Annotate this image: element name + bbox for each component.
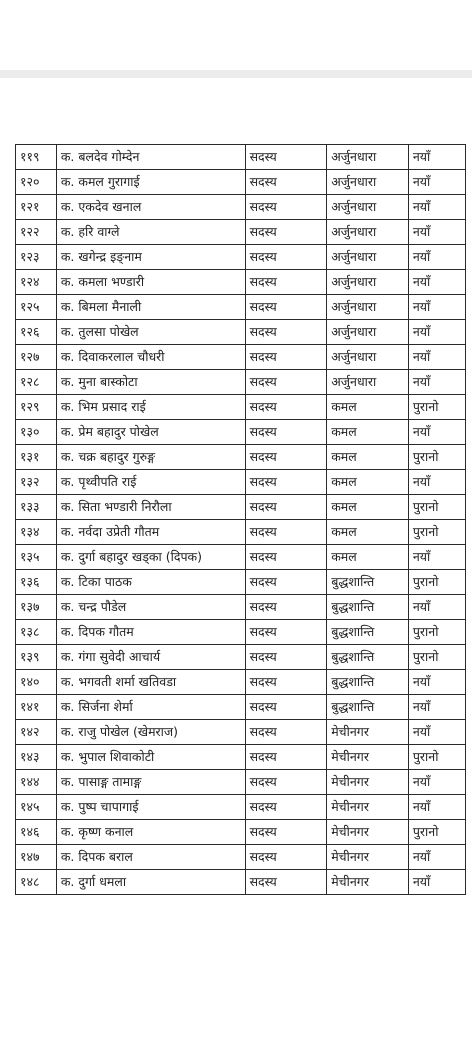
status-cell: नयाँ — [408, 195, 465, 220]
status-cell: नयाँ — [408, 595, 465, 620]
member-name-cell: क. सिता भण्डारी निरौला — [56, 495, 245, 520]
member-name-cell: क. गंगा सुवेदी आचार्य — [56, 645, 245, 670]
role-cell: सदस्य — [245, 170, 327, 195]
table-row — [16, 495, 466, 520]
serial-number-cell: १४० — [16, 670, 57, 695]
serial-number-cell: १३९ — [16, 645, 57, 670]
table-row — [16, 770, 466, 795]
member-name-cell: क. दुर्गा धमला — [56, 870, 245, 895]
table-row — [16, 670, 466, 695]
committee-cell: कमल — [327, 445, 409, 470]
status-cell: नयाँ — [408, 720, 465, 745]
member-name-cell: क. खगेन्द्र इङ्नाम — [56, 245, 245, 270]
committee-cell: अर्जुनधारा — [327, 320, 409, 345]
role-cell: सदस्य — [245, 670, 327, 695]
committee-cell: अर्जुनधारा — [327, 345, 409, 370]
role-cell: सदस्य — [245, 295, 327, 320]
serial-number-cell: १३२ — [16, 470, 57, 495]
table-row — [16, 845, 466, 870]
member-name-cell: क. भगवती शर्मा खतिवडा — [56, 670, 245, 695]
role-cell: सदस्य — [245, 495, 327, 520]
table-row — [16, 295, 466, 320]
table-row — [16, 720, 466, 745]
table-row — [16, 795, 466, 820]
member-table-body — [16, 145, 466, 895]
status-cell: पुरानो — [408, 520, 465, 545]
status-cell: पुरानो — [408, 395, 465, 420]
table-row — [16, 695, 466, 720]
status-cell: नयाँ — [408, 545, 465, 570]
table-row — [16, 145, 466, 170]
table-row — [16, 595, 466, 620]
status-cell: नयाँ — [408, 770, 465, 795]
table-row — [16, 270, 466, 295]
member-name-cell: क. कमला भण्डारी — [56, 270, 245, 295]
committee-cell: बुद्धशान्ति — [327, 620, 409, 645]
member-name-cell: क. टिका पाठक — [56, 570, 245, 595]
status-cell: नयाँ — [408, 245, 465, 270]
member-name-cell: क. बिमला मैनाली — [56, 295, 245, 320]
serial-number-cell: १२० — [16, 170, 57, 195]
member-name-cell: क. भिम प्रसाद राई — [56, 395, 245, 420]
committee-cell: कमल — [327, 420, 409, 445]
role-cell: सदस्य — [245, 145, 327, 170]
table-row — [16, 370, 466, 395]
role-cell: सदस्य — [245, 645, 327, 670]
committee-cell: मेचीनगर — [327, 720, 409, 745]
table-row — [16, 645, 466, 670]
member-name-cell: क. चन्द्र पौडेल — [56, 595, 245, 620]
serial-number-cell: १४२ — [16, 720, 57, 745]
serial-number-cell: १३५ — [16, 545, 57, 570]
top-band — [0, 70, 472, 78]
status-cell: पुरानो — [408, 620, 465, 645]
committee-cell: मेचीनगर — [327, 770, 409, 795]
role-cell: सदस्य — [245, 370, 327, 395]
member-name-cell: क. पृथ्वीपति राई — [56, 470, 245, 495]
status-cell: पुरानो — [408, 745, 465, 770]
committee-cell: मेचीनगर — [327, 745, 409, 770]
serial-number-cell: १२२ — [16, 220, 57, 245]
role-cell: सदस्य — [245, 595, 327, 620]
member-name-cell: क. बलदेव गोम्देन — [56, 145, 245, 170]
member-name-cell: क. भुपाल शिवाकोटी — [56, 745, 245, 770]
committee-cell: मेचीनगर — [327, 820, 409, 845]
member-name-cell: क. हरि वाग्ले — [56, 220, 245, 245]
committee-cell: अर्जुनधारा — [327, 195, 409, 220]
table-row — [16, 420, 466, 445]
member-name-cell: क. सिर्जना शेर्मा — [56, 695, 245, 720]
role-cell: सदस्य — [245, 445, 327, 470]
serial-number-cell: १२९ — [16, 395, 57, 420]
status-cell: नयाँ — [408, 270, 465, 295]
status-cell: नयाँ — [408, 370, 465, 395]
role-cell: सदस्य — [245, 745, 327, 770]
table-row — [16, 320, 466, 345]
status-cell: नयाँ — [408, 795, 465, 820]
serial-number-cell: १२८ — [16, 370, 57, 395]
committee-cell: बुद्धशान्ति — [327, 670, 409, 695]
serial-number-cell: ११९ — [16, 145, 57, 170]
serial-number-cell: १४७ — [16, 845, 57, 870]
table-row — [16, 870, 466, 895]
serial-number-cell: १३४ — [16, 520, 57, 545]
committee-cell: कमल — [327, 495, 409, 520]
status-cell: नयाँ — [408, 670, 465, 695]
serial-number-cell: १२४ — [16, 270, 57, 295]
committee-cell: अर्जुनधारा — [327, 270, 409, 295]
status-cell: नयाँ — [408, 420, 465, 445]
role-cell: सदस्य — [245, 570, 327, 595]
status-cell: पुरानो — [408, 495, 465, 520]
table-row — [16, 245, 466, 270]
role-cell: सदस्य — [245, 795, 327, 820]
serial-number-cell: १४४ — [16, 770, 57, 795]
committee-cell: अर्जुनधारा — [327, 220, 409, 245]
member-name-cell: क. प्रेम बहादुर पोखेल — [56, 420, 245, 445]
serial-number-cell: १४३ — [16, 745, 57, 770]
member-name-cell: क. कृष्ण कनाल — [56, 820, 245, 845]
status-cell: पुरानो — [408, 820, 465, 845]
role-cell: सदस्य — [245, 845, 327, 870]
status-cell: नयाँ — [408, 145, 465, 170]
committee-cell: अर्जुनधारा — [327, 170, 409, 195]
committee-cell: बुद्धशान्ति — [327, 570, 409, 595]
member-name-cell: क. दिपक गौतम — [56, 620, 245, 645]
committee-cell: कमल — [327, 520, 409, 545]
status-cell: नयाँ — [408, 220, 465, 245]
member-name-cell: क. कमल गुरागाई — [56, 170, 245, 195]
member-name-cell: क. दिवाकरलाल चौधरी — [56, 345, 245, 370]
table-row — [16, 570, 466, 595]
member-name-cell: क. चक्र बहादुर गुरुङ्ग — [56, 445, 245, 470]
table-row — [16, 345, 466, 370]
role-cell: सदस्य — [245, 820, 327, 845]
table-row — [16, 470, 466, 495]
serial-number-cell: १३१ — [16, 445, 57, 470]
status-cell: नयाँ — [408, 695, 465, 720]
member-name-cell: क. पासाङ्ग तामाङ्ग — [56, 770, 245, 795]
role-cell: सदस्य — [245, 420, 327, 445]
member-name-cell: क. नर्वदा उप्रेती गौतम — [56, 520, 245, 545]
status-cell: पुरानो — [408, 645, 465, 670]
committee-cell: अर्जुनधारा — [327, 145, 409, 170]
table-row — [16, 620, 466, 645]
table-row — [16, 395, 466, 420]
committee-cell: कमल — [327, 395, 409, 420]
committee-cell: बुद्धशान्ति — [327, 595, 409, 620]
table-row — [16, 220, 466, 245]
member-name-cell: क. एकदेव खनाल — [56, 195, 245, 220]
member-name-cell: क. तुलसा पोखेल — [56, 320, 245, 345]
member-name-cell: क. दिपक बराल — [56, 845, 245, 870]
committee-cell: अर्जुनधारा — [327, 370, 409, 395]
role-cell: सदस्य — [245, 720, 327, 745]
role-cell: सदस्य — [245, 270, 327, 295]
table-row — [16, 745, 466, 770]
member-name-cell: क. पुष्प चापागाई — [56, 795, 245, 820]
table-row — [16, 820, 466, 845]
role-cell: सदस्य — [245, 395, 327, 420]
serial-number-cell: १२६ — [16, 320, 57, 345]
status-cell: नयाँ — [408, 295, 465, 320]
role-cell: सदस्य — [245, 245, 327, 270]
committee-cell: मेचीनगर — [327, 870, 409, 895]
table-row — [16, 195, 466, 220]
status-cell: नयाँ — [408, 170, 465, 195]
role-cell: सदस्य — [245, 195, 327, 220]
role-cell: सदस्य — [245, 345, 327, 370]
role-cell: सदस्य — [245, 695, 327, 720]
status-cell: पुरानो — [408, 445, 465, 470]
role-cell: सदस्य — [245, 545, 327, 570]
status-cell: नयाँ — [408, 345, 465, 370]
serial-number-cell: १४५ — [16, 795, 57, 820]
serial-number-cell: १२३ — [16, 245, 57, 270]
status-cell: नयाँ — [408, 320, 465, 345]
role-cell: सदस्य — [245, 320, 327, 345]
serial-number-cell: १२१ — [16, 195, 57, 220]
role-cell: सदस्य — [245, 870, 327, 895]
serial-number-cell: १३० — [16, 420, 57, 445]
role-cell: सदस्य — [245, 220, 327, 245]
serial-number-cell: १३८ — [16, 620, 57, 645]
serial-number-cell: १२५ — [16, 295, 57, 320]
table-row — [16, 170, 466, 195]
serial-number-cell: १४१ — [16, 695, 57, 720]
status-cell: नयाँ — [408, 870, 465, 895]
committee-cell: बुद्धशान्ति — [327, 645, 409, 670]
role-cell: सदस्य — [245, 620, 327, 645]
serial-number-cell: १४६ — [16, 820, 57, 845]
status-cell: नयाँ — [408, 470, 465, 495]
role-cell: सदस्य — [245, 520, 327, 545]
member-name-cell: क. दुर्गा बहादुर खड्का (दिपक) — [56, 545, 245, 570]
serial-number-cell: १३३ — [16, 495, 57, 520]
committee-cell: मेचीनगर — [327, 795, 409, 820]
role-cell: सदस्य — [245, 770, 327, 795]
committee-cell: कमल — [327, 545, 409, 570]
serial-number-cell: १२७ — [16, 345, 57, 370]
committee-cell: अर्जुनधारा — [327, 245, 409, 270]
committee-cell: मेचीनगर — [327, 845, 409, 870]
table-row — [16, 445, 466, 470]
role-cell: सदस्य — [245, 470, 327, 495]
committee-cell: अर्जुनधारा — [327, 295, 409, 320]
table-row — [16, 520, 466, 545]
serial-number-cell: १३६ — [16, 570, 57, 595]
serial-number-cell: १३७ — [16, 595, 57, 620]
member-name-cell: क. राजु पोखेल (खेमराज) — [56, 720, 245, 745]
table-row — [16, 545, 466, 570]
serial-number-cell: १४८ — [16, 870, 57, 895]
member-name-cell: क. मुना बास्कोटा — [56, 370, 245, 395]
member-table — [15, 144, 466, 895]
status-cell: पुरानो — [408, 570, 465, 595]
committee-cell: बुद्धशान्ति — [327, 695, 409, 720]
committee-cell: कमल — [327, 470, 409, 495]
status-cell: नयाँ — [408, 845, 465, 870]
